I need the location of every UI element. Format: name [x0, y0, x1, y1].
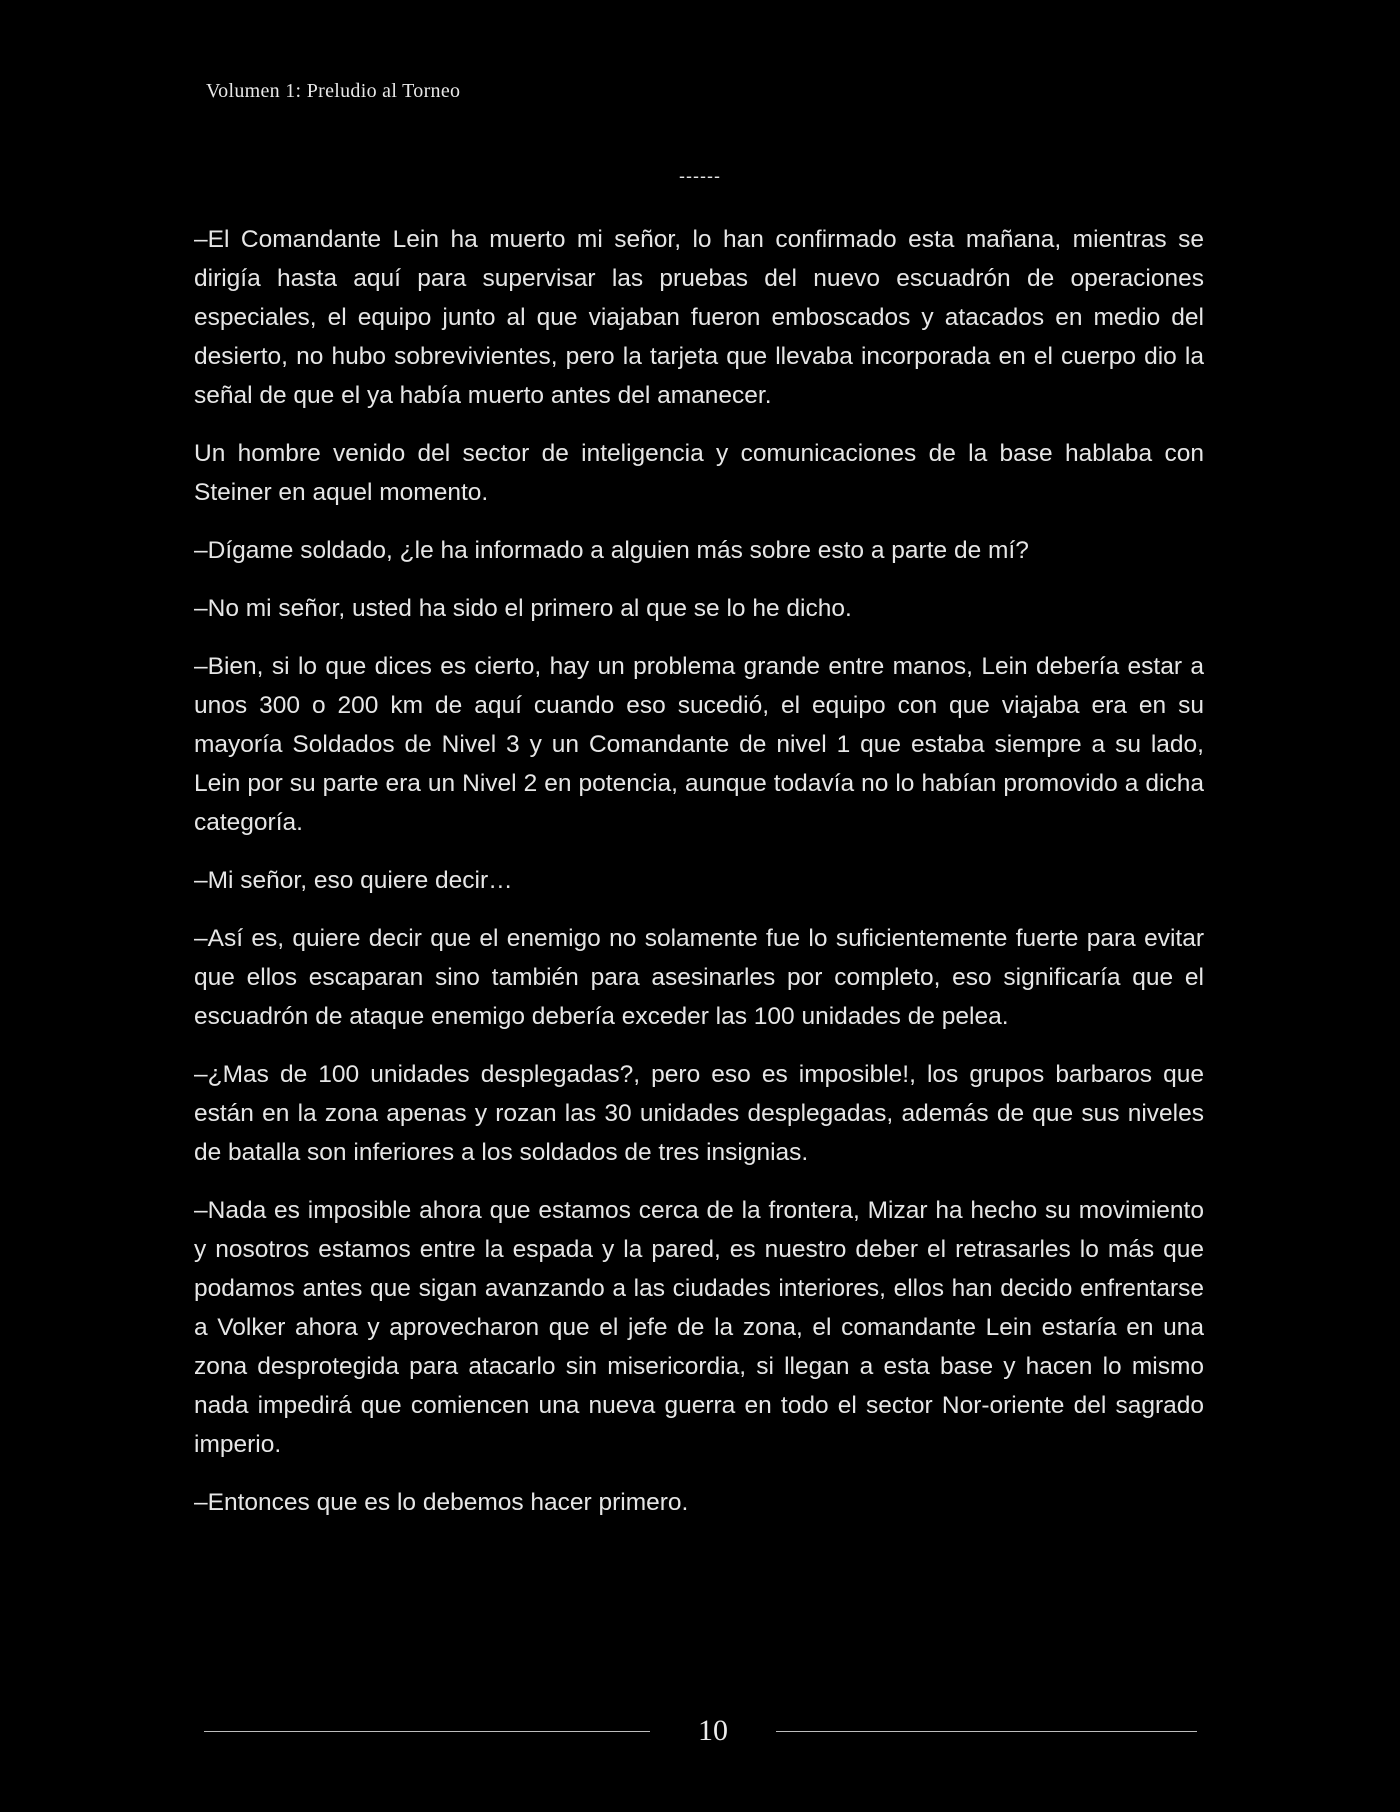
- paragraph: –Mi señor, eso quiere decir…: [194, 867, 513, 894]
- paragraph: –Dígame soldado, ¿le ha informado a alguien más sobre esto a parte de mí?: [194, 537, 1029, 564]
- page-footer: [0, 1710, 1400, 1754]
- running-header: Volumen 1: Preludio al Torneo: [206, 80, 461, 102]
- paragraph: –Bien, si lo que dices es cierto, hay un problema grande entre manos, Lein debería estar a unos 300 o 200 km de aquí cuando eso sucedió, el equipo con que viajaba era en su mayoría Soldados de Nivel 3 y un Comandante de nivel 1 que estaba siempre a su lado, Lein por su parte era un Nivel 2 en potencia, aunque todavía no lo habían promovido a dicha categoría.: [194, 653, 1204, 836]
- paragraph: –Entonces que es lo debemos hacer primero.: [194, 1489, 689, 1516]
- paragraph: –El Comandante Lein ha muerto mi señor, lo han confirmado esta mañana, mientras se dirigía hasta aquí para supervisar las pruebas del nuevo escuadrón de operaciones especiales, el equipo junto al que viajaban fueron emboscados y atacados en medio del desierto, no hubo sobrevivientes, pero la tarjeta que llevaba incorporada en el cuerpo dio la señal de que el ya había muerto antes del amanecer.: [194, 226, 1204, 409]
- paragraph: Un hombre venido del sector de inteligencia y comunicaciones de la base hablaba con Steiner en aquel momento.: [194, 440, 1204, 506]
- paragraph: –Nada es imposible ahora que estamos cerca de la frontera, Mizar ha hecho su movimiento y nosotros estamos entre la espada y la pared, es nuestro deber el retrasarles lo más que podamos antes que sigan avanzando a las ciudades interiores, ellos han decido enfrentarse a Volker ahora y aprovecharon que el jefe de la zona, el comandante Lein estaría en una zona desprotegida para atacarlo sin misericordia, si llegan a esta base y hacen lo mismo nada impedirá que comiencen una nueva guerra en todo el sector Nor-oriente del sagrado imperio.: [194, 1197, 1204, 1458]
- footer-rule-left: [204, 1731, 650, 1732]
- body-text: [194, 220, 1204, 1541]
- footer-rule-right: [776, 1731, 1197, 1732]
- scene-break: ------: [679, 166, 721, 186]
- paragraph: –No mi señor, usted ha sido el primero al que se lo he dicho.: [194, 595, 852, 622]
- page-number: 10: [698, 1714, 728, 1747]
- paragraph: –Así es, quiere decir que el enemigo no solamente fue lo suficientemente fuerte para evitar que ellos escaparan sino también para asesinarles por completo, eso significaría que el escuadrón de ataque enemigo debería exceder las 100 unidades de pelea.: [194, 925, 1204, 1030]
- paragraph: –¿Mas de 100 unidades desplegadas?, pero eso es imposible!, los grupos barbaros que están en la zona apenas y rozan las 30 unidades desplegadas, además de que sus niveles de batalla son inferiores a los soldados de tres insignias.: [194, 1061, 1204, 1166]
